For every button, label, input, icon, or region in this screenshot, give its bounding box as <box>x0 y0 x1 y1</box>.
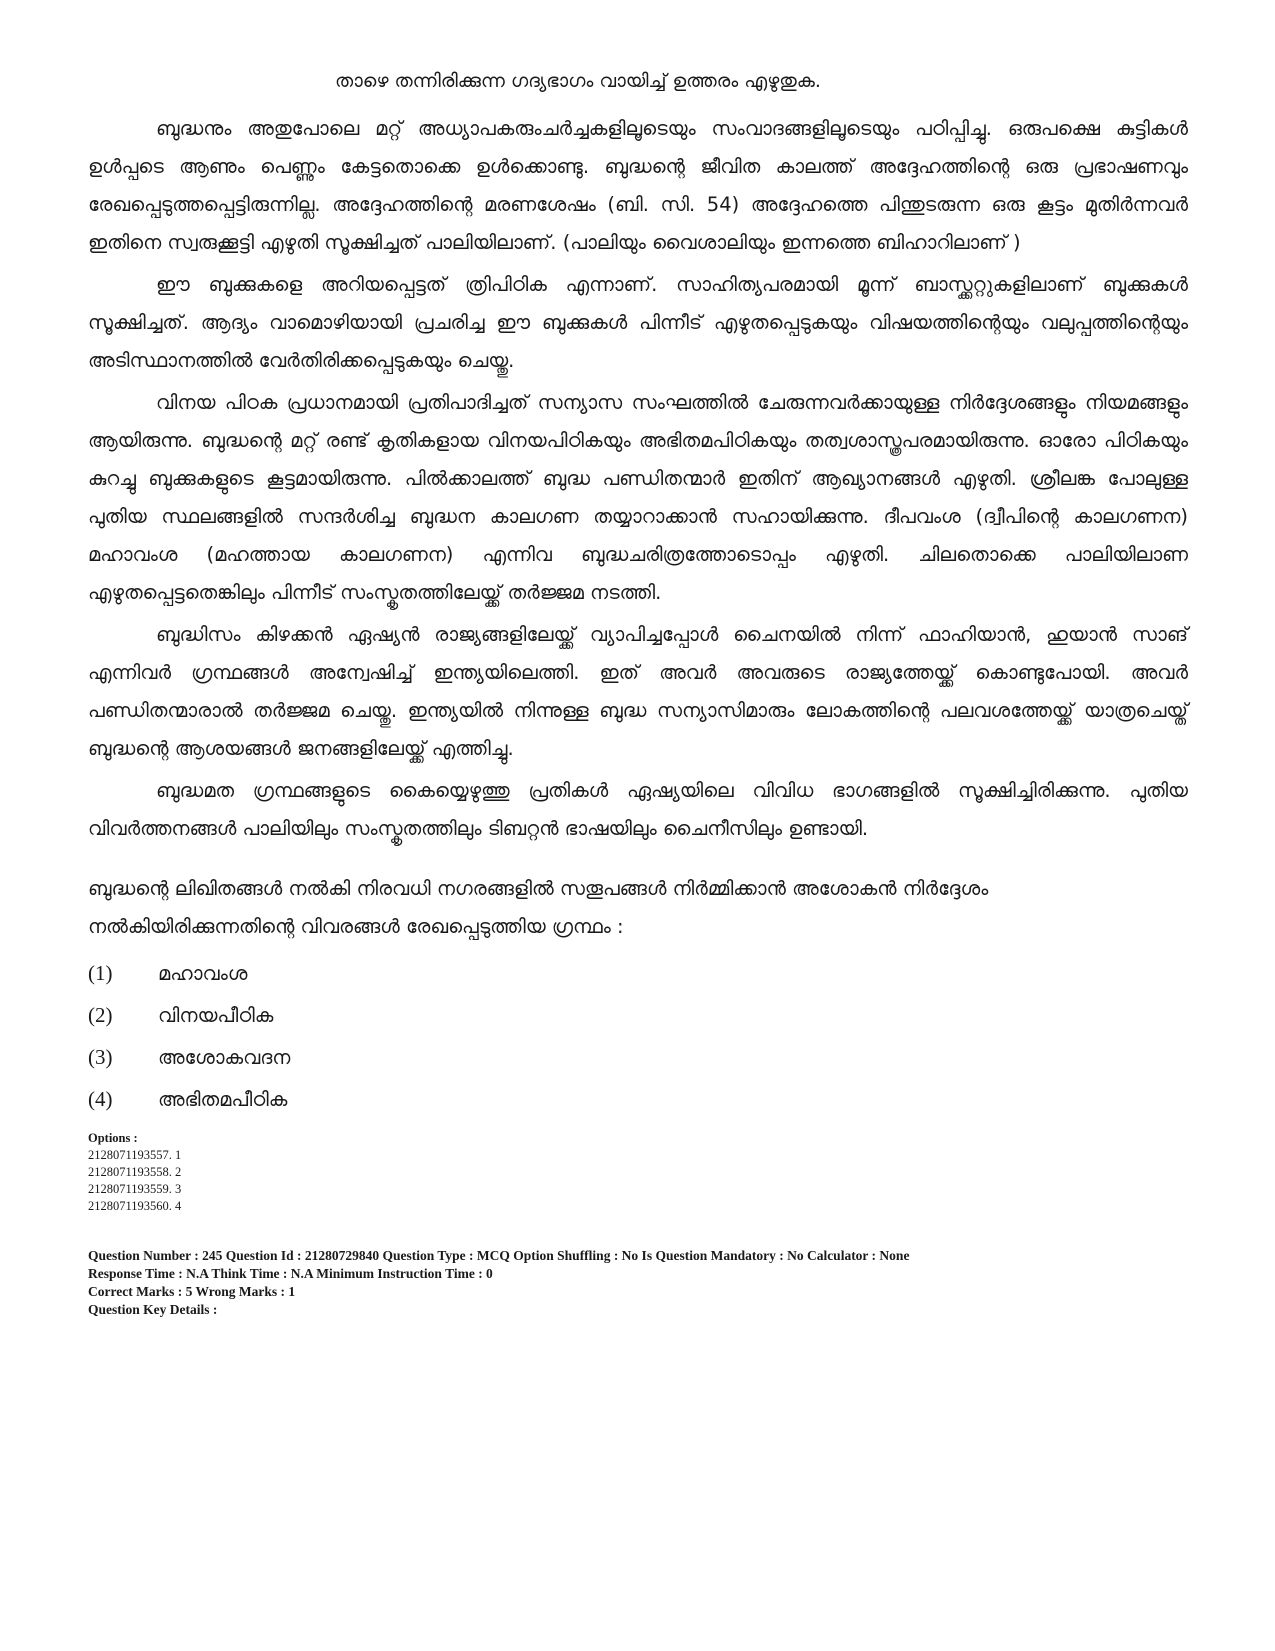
meta-line: Response Time : N.A Think Time : N.A Minimum Instruction Time : 0 <box>88 1266 493 1281</box>
meta-line: Correct Marks : 5 Wrong Marks : 1 <box>88 1284 296 1299</box>
answer-choice <box>88 952 1188 994</box>
question-text: ബുദ്ധന്റെ ലിഖിതങ്ങൾ നൽകി നിരവധി നഗരങ്ങളിൽ സതൂപങ്ങൾ നിർമ്മിക്കാൻ അശോകൻ നിർദ്ദേശം നൽകിയിരിക്കുന്നതിന്റെ വിവരങ്ങൾ രേഖപ്പെടുത്തിയ ഗ്രന്ഥം : <box>88 877 989 938</box>
answer-choice <box>88 1036 1188 1078</box>
passage-paragraph: വിനയ പിഠക പ്രധാനമായി പ്രതിപാദിച്ചത് സന്യാസ സംഘത്തിൽ ചേരുന്നവർക്കായുള്ള നിർദ്ദേശങ്ങളും നിയമങ്ങളും ആയിരുന്നു. ബുദ്ധന്റെ മറ്റ് രണ്ട് കൃതികളായ വിനയപിഠികയും അഭിതമപിഠികയും തത്വശാസ്ത്രപരമായിരുന്നു. ഓരോ പിഠികയും കുറച്ചു ബുക്കുകളുടെ കൂട്ടമായിരുന്നു. പിൽക്കാലത്ത് ബുദ്ധ പണ്ഡിതന്മാർ ഇതിന് ആഖ്യാനങ്ങൾ എഴുതി. ശ്രീലങ്ക പോലുള്ള പുതിയ സ്ഥലങ്ങളിൽ സന്ദർശിച്ച ബുദ്ധന കാലഗണ തയ്യാറാക്കാൻ സഹായിക്കുന്നു. ദീപവംശ (ദ്വീപിന്റെ കാലഗണന) മഹാവംശ (മഹത്തായ കാലഗണന) എന്നിവ ബുദ്ധചരിത്രത്തോടൊപ്പം എഴുതി. ചിലതൊക്കെ പാലിയിലാണ എഴുതപ്പെട്ടതെങ്കിലും പിന്നീട് സംസ്കൃതത്തിലേയ്ക്ക് തർജ്ജമ നടത്തി. <box>88 391 1188 604</box>
option-id: 2128071193559. 3 <box>88 1182 182 1196</box>
options-title: Options : <box>88 1131 138 1145</box>
option-id: 2128071193558. 2 <box>88 1165 182 1179</box>
passage-paragraph: ബുദ്ധനും അതുപോലെ മറ്റ് അധ്യാപകരുംചർച്ചകളിലൂടെയും സംവാദങ്ങളിലൂടെയും പഠിപ്പിച്ചു. ഒരുപക്ഷെ കുട്ടികൾ ഉൾപ്പടെ ആണും പെണ്ണും കേട്ടതൊക്കെ ഉൾക്കൊണ്ടു. ബുദ്ധന്റെ ജീവിത കാലത്ത് അദ്ദേഹത്തിന്റെ ഒരു പ്രഭാഷണവും രേഖപ്പെടുത്തപ്പെട്ടിരുന്നില്ല. അദ്ദേഹത്തിന്റെ മരണശേഷം (ബി. സി. 54) അദ്ദേഹത്തെ പിന്തുടരുന്ന ഒരു കൂട്ടം മുതിർന്നവർ ഇതിനെ സ്വരുക്കൂട്ടി എഴുതി സൂക്ഷിച്ചത് പാലിയിലാണ്. (പാലിയും വൈശാലിയും ഇന്നത്തെ ബിഹാറിലാണ് ) <box>88 117 1188 254</box>
choice-text: അശോകവദന <box>158 1045 291 1069</box>
answer-choice <box>88 994 1188 1036</box>
meta-line: Question Key Details : <box>88 1302 218 1317</box>
choice-text: വിനയപീഠിക <box>158 1003 274 1027</box>
passage-paragraph: ബുദ്ധമത ഗ്രന്ഥങ്ങളുടെ കൈയ്യെഴുത്തു പ്രതികൾ ഏഷ്യയിലെ വിവിധ ഭാഗങ്ങളിൽ സൂക്ഷിച്ചിരിക്കുന്നു. പുതിയ വിവർത്തനങ്ങൾ പാലിയിലും സംസ്കൃതത്തിലും ടിബറ്റൻ ഭാഷയിലും ചൈനീസിലും ഉണ്ടായി. <box>88 779 1188 840</box>
option-id: 2128071193557. 1 <box>88 1148 182 1162</box>
passage-paragraph: ബുദ്ധിസം കിഴക്കൻ ഏഷ്യൻ രാജ്യങ്ങളിലേയ്ക്ക് വ്യാപിച്ചപ്പോൾ ചൈനയിൽ നിന്ന് ഫാഹിയാൻ, ഹുയാൻ സാങ് എന്നിവർ ഗ്രന്ഥങ്ങൾ അന്വേഷിച്ച് ഇന്ത്യയിലെത്തി. ഇത് അവർ അവരുടെ രാജ്യത്തേയ്ക്ക് കൊണ്ടുപോയി. അവർ പണ്ഡിതന്മാരാൽ തർജ്ജമ ചെയ്തു. ഇന്ത്യയിൽ നിന്നുള്ള ബുദ്ധ സന്യാസിമാരും ലോകത്തിന്റെ പലവശത്തേയ്ക്ക് യാത്രചെയ്ത് ബുദ്ധന്റെ ആശയങ്ങൾ ജനങ്ങളിലേയ്ക്ക് എത്തിച്ചു. <box>88 623 1188 760</box>
reading-passage <box>88 110 1188 848</box>
answer-choice <box>88 1078 1188 1120</box>
option-id: 2128071193560. 4 <box>88 1199 182 1213</box>
option-ids <box>88 1130 1188 1215</box>
choice-number: (2) <box>88 1002 113 1027</box>
answer-choices <box>88 952 1188 1120</box>
passage-paragraph: ഈ ബുക്കുകളെ അറിയപ്പെട്ടത് ത്രിപിഠിക എന്നാണ്. സാഹിത്യപരമായി മൂന്ന് ബാസ്ക്കറ്റുകളിലാണ് ബുക്കുകൾ സൂക്ഷിച്ചത്. ആദ്യം വാമൊഴിയായി പ്രചരിച്ച ഈ ബുക്കുകൾ പിന്നീട് എഴുതപ്പെടുകയും വിഷയത്തിന്റെയും വലുപ്പത്തിന്റെയും അടിസ്ഥാനത്തിൽ വേർതിരിക്കപ്പെടുകയും ചെയ്തു. <box>88 273 1188 372</box>
question-metadata <box>88 1247 1188 1319</box>
choice-text: അഭിതമപീഠിക <box>158 1087 288 1111</box>
instruction-text: താഴെ തന്നിരിക്കുന്ന ഗദ്യഭാഗം വായിച്ച് ഉത്തരം എഴുതുക. <box>335 70 821 92</box>
choice-text: മഹാവംശ <box>158 961 248 985</box>
meta-line: Question Number : 245 Question Id : 21280729840 Question Type : MCQ Option Shuffling : No Is Question Mandatory : No Calculator : None <box>88 1248 910 1263</box>
choice-number: (4) <box>88 1086 113 1111</box>
choice-number: (3) <box>88 1044 113 1069</box>
choice-number: (1) <box>88 960 113 985</box>
question-page <box>88 62 1188 1319</box>
